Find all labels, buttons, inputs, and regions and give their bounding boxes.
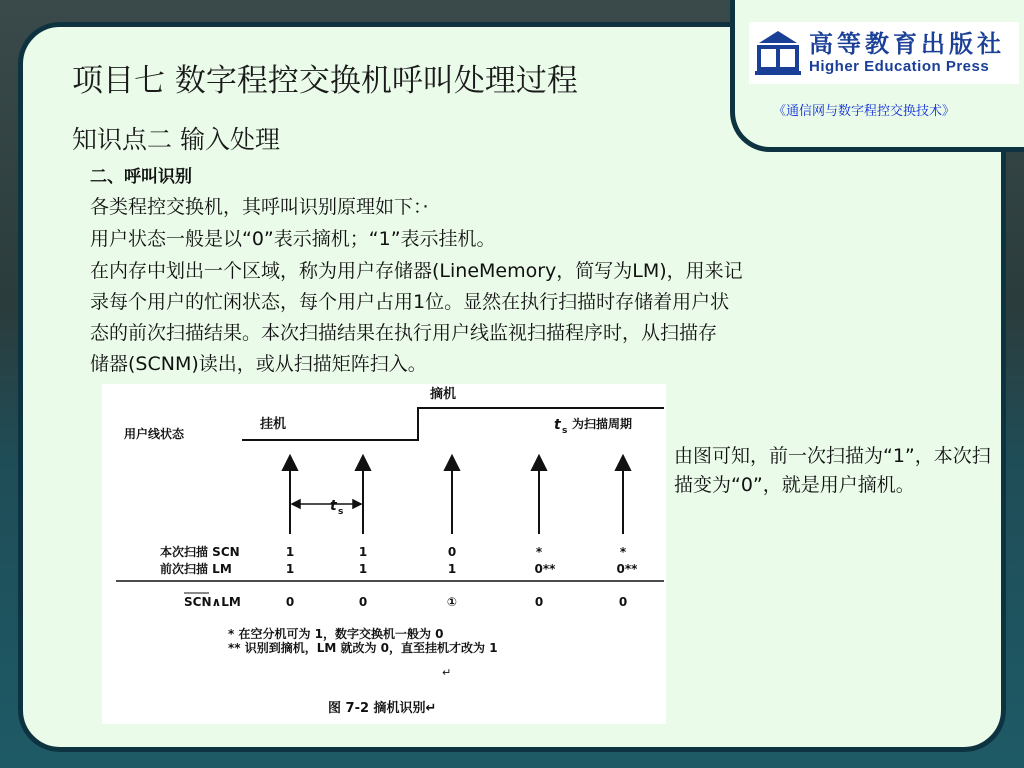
ts-interval-symbol: t xyxy=(330,498,337,514)
scn-value: 1 xyxy=(358,545,368,559)
figure-note-2: ** 识别到摘机，LM 就改为 0，直至挂机才改为 1 xyxy=(228,641,498,655)
lm-value: 1 xyxy=(358,562,368,576)
figure-explanation: 由图可知，前一次扫描为“1”，本次扫描变为“0”，就是用户摘机。 xyxy=(674,445,991,496)
result-value: 0 xyxy=(534,595,544,609)
figure-note-1: * 在空分机可为 1，数字交换机一般为 0 xyxy=(228,627,444,641)
result-value: 0 xyxy=(285,595,295,609)
scn-value: 1 xyxy=(285,545,295,559)
body-line: 储器(SCNM)读出，或从扫描矩阵扫入。 xyxy=(90,353,427,375)
onhook-label: 挂机 xyxy=(260,417,287,432)
ts-period-label: 为扫描周期 xyxy=(572,417,633,431)
lm-value: 0** xyxy=(616,562,638,576)
publisher-name-cn: 高等教育出版社 xyxy=(809,30,1005,58)
publisher-name-en: Higher Education Press xyxy=(809,58,990,75)
ts-subscript: s xyxy=(562,426,568,436)
ts-interval-subscript: s xyxy=(338,507,344,517)
offhook-label: 摘机 xyxy=(430,387,457,402)
scn-value: * xyxy=(619,545,627,559)
result-value: 0 xyxy=(358,595,368,609)
body-line: 录每个用户的忙闲状态，每个用户占用1位。显然在执行扫描时存储着用户状 xyxy=(90,291,730,313)
page-subtitle: 知识点二 输入处理 xyxy=(72,125,280,154)
scn-row-label: 本次扫描 SCN xyxy=(160,545,240,559)
body-line: 态的前次扫描结果。本次扫描结果在执行用户线监视扫描程序时，从扫描存 xyxy=(90,322,718,344)
lm-row-label: 前次扫描 LM xyxy=(160,562,232,576)
lm-value: 0** xyxy=(534,562,556,576)
offhook-detection-figure xyxy=(102,384,666,724)
scn-value: 0 xyxy=(447,545,457,559)
result-row-label: SCN∧LM xyxy=(184,595,241,609)
lm-value: 1 xyxy=(285,562,295,576)
result-value: 0 xyxy=(618,595,628,609)
line-state-label: 用户线状态 xyxy=(124,427,185,441)
scn-value: * xyxy=(535,545,543,559)
section-heading: 二、呼叫识别 xyxy=(90,167,192,187)
page-title: 项目七 数字程控交换机呼叫处理过程 xyxy=(72,63,578,99)
book-title: 《通信网与数字程控交换技术》 xyxy=(773,104,956,119)
body-line: 用户状态一般是以“0”表示摘机；“1”表示挂机。 xyxy=(90,228,496,250)
ts-symbol: t xyxy=(554,417,561,433)
publisher-logo xyxy=(749,22,1019,84)
logo-panel xyxy=(730,0,1024,152)
lm-value: 1 xyxy=(447,562,457,576)
return-mark: ↵ xyxy=(442,666,452,679)
result-value: ① xyxy=(446,595,458,609)
scan-arrows xyxy=(283,456,630,534)
body-line: 各类程控交换机，其呼叫识别原理如下：· xyxy=(90,196,429,218)
body-line: 在内存中划出一个区域，称为用户存储器(LineMemory，简写为LM)，用来记 xyxy=(90,260,743,282)
figure-caption: 图 7-2 摘机识别↵ xyxy=(328,701,437,716)
publisher-emblem-icon xyxy=(753,27,803,79)
ts-interval-marker xyxy=(292,500,361,508)
